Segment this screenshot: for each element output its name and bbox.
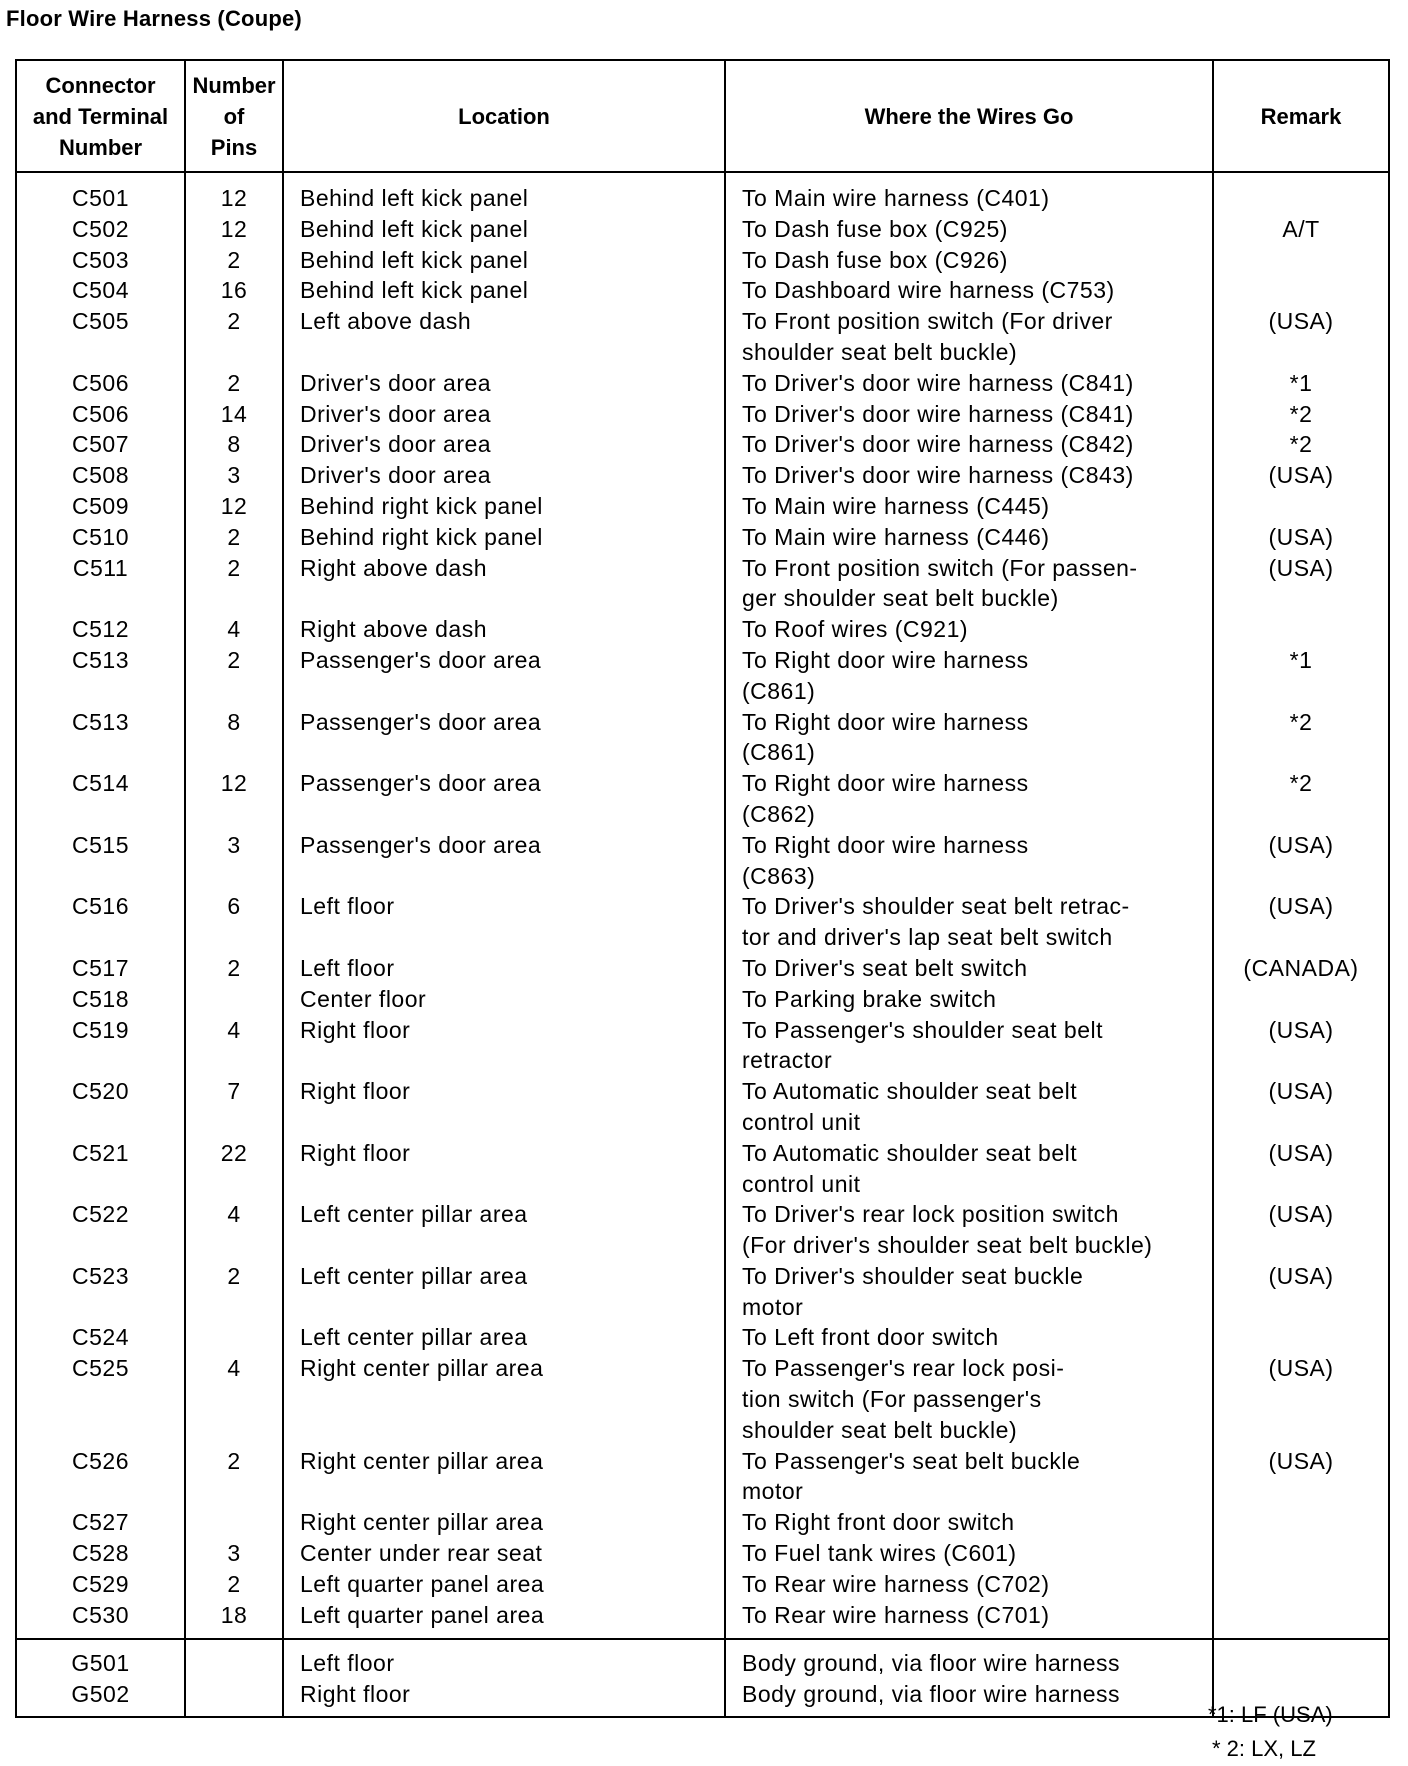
location-cell: Driver's door area — [283, 399, 725, 430]
remark-cell: (USA) — [1213, 1138, 1389, 1200]
pins-cell: 12 — [185, 172, 283, 214]
remark-cell: (USA) — [1213, 1076, 1389, 1138]
where-cell: To Dash fuse box (C926) — [725, 245, 1213, 276]
where-cell: To Driver's door wire harness (C841) — [725, 368, 1213, 399]
connector-cell: C505 — [16, 306, 185, 368]
table-row — [16, 245, 1389, 276]
connector-cell: C519 — [16, 1015, 185, 1077]
pins-cell: 2 — [185, 953, 283, 984]
where-cell: To Dash fuse box (C925) — [725, 214, 1213, 245]
where-cell: To Passenger's shoulder seat belt retractor — [725, 1015, 1213, 1077]
location-cell: Left quarter panel area — [283, 1569, 725, 1600]
connector-cell: C514 — [16, 768, 185, 830]
connector-cell: C525 — [16, 1353, 185, 1445]
remark-cell: *1 — [1213, 368, 1389, 399]
table-row — [16, 306, 1389, 368]
remark-cell: (CANADA) — [1213, 953, 1389, 984]
location-cell: Right floor — [283, 1679, 725, 1717]
table-row — [16, 1507, 1389, 1538]
connector-cell: C508 — [16, 460, 185, 491]
connector-cell: C506 — [16, 399, 185, 430]
location-cell: Left quarter panel area — [283, 1600, 725, 1640]
pins-cell: 12 — [185, 214, 283, 245]
connector-cell: C516 — [16, 891, 185, 953]
connector-cell: C503 — [16, 245, 185, 276]
pins-cell: 8 — [185, 707, 283, 769]
location-cell: Right floor — [283, 1138, 725, 1200]
where-cell: To Driver's seat belt switch — [725, 953, 1213, 984]
header-connector: Connector and Terminal Number — [16, 60, 185, 172]
remark-cell: *2 — [1213, 429, 1389, 460]
pins-cell: 12 — [185, 491, 283, 522]
table-row — [16, 891, 1389, 953]
where-cell: To Main wire harness (C445) — [725, 491, 1213, 522]
pins-cell — [185, 1507, 283, 1538]
table-row — [16, 1138, 1389, 1200]
location-cell: Left floor — [283, 1639, 725, 1679]
connector-cell: C521 — [16, 1138, 185, 1200]
pins-cell: 7 — [185, 1076, 283, 1138]
table-row — [16, 1261, 1389, 1323]
table-row — [16, 1446, 1389, 1508]
location-cell: Driver's door area — [283, 460, 725, 491]
where-cell: To Roof wires (C921) — [725, 614, 1213, 645]
table-row — [16, 1569, 1389, 1600]
table-row — [16, 1353, 1389, 1445]
connector-cell: C529 — [16, 1569, 185, 1600]
where-cell: To Automatic shoulder seat belt control unit — [725, 1076, 1213, 1138]
table-row — [16, 1076, 1389, 1138]
location-cell: Left floor — [283, 953, 725, 984]
pins-cell: 4 — [185, 1015, 283, 1077]
connector-cell: C510 — [16, 522, 185, 553]
table-row — [16, 645, 1389, 707]
where-cell: To Main wire harness (C446) — [725, 522, 1213, 553]
table-row — [16, 1600, 1389, 1640]
remark-cell: (USA) — [1213, 306, 1389, 368]
connector-cell: C501 — [16, 172, 185, 214]
connector-cell: C526 — [16, 1446, 185, 1508]
location-cell: Left center pillar area — [283, 1261, 725, 1323]
location-cell: Right center pillar area — [283, 1507, 725, 1538]
pins-cell: 4 — [185, 614, 283, 645]
table-row — [16, 368, 1389, 399]
remark-cell — [1213, 984, 1389, 1015]
ground-row — [16, 1639, 1389, 1679]
table-row — [16, 172, 1389, 214]
where-cell: Body ground, via floor wire harness — [725, 1639, 1213, 1679]
location-cell: Right floor — [283, 1076, 725, 1138]
remark-cell: (USA) — [1213, 1446, 1389, 1508]
where-cell: To Driver's shoulder seat belt retrac- tor and driver's lap seat belt switch — [725, 891, 1213, 953]
header-location: Location — [283, 60, 725, 172]
where-cell: To Passenger's seat belt buckle motor — [725, 1446, 1213, 1508]
connector-cell: C527 — [16, 1507, 185, 1538]
remark-cell — [1213, 1507, 1389, 1538]
table-row — [16, 429, 1389, 460]
connector-cell: C513 — [16, 645, 185, 707]
table-row — [16, 553, 1389, 615]
location-cell: Passenger's door area — [283, 707, 725, 769]
location-cell: Right center pillar area — [283, 1353, 725, 1445]
connector-cell: C511 — [16, 553, 185, 615]
remark-cell — [1213, 1600, 1389, 1640]
where-cell: To Driver's shoulder seat buckle motor — [725, 1261, 1213, 1323]
location-cell: Behind right kick panel — [283, 491, 725, 522]
connector-cell: C512 — [16, 614, 185, 645]
where-cell: To Right door wire harness (C863) — [725, 830, 1213, 892]
connector-rows — [16, 172, 1389, 1639]
connector-cell: C506 — [16, 368, 185, 399]
page-title: Floor Wire Harness (Coupe) — [6, 6, 302, 31]
table-row — [16, 953, 1389, 984]
pins-cell: 3 — [185, 830, 283, 892]
where-cell: To Driver's rear lock position switch (For driver's shoulder seat belt buckle) — [725, 1199, 1213, 1261]
location-cell: Center floor — [283, 984, 725, 1015]
remark-cell — [1213, 614, 1389, 645]
location-cell: Behind left kick panel — [283, 245, 725, 276]
connector-cell: C509 — [16, 491, 185, 522]
remark-cell: (USA) — [1213, 553, 1389, 615]
table-row — [16, 275, 1389, 306]
remark-cell: *2 — [1213, 399, 1389, 430]
remark-cell: (USA) — [1213, 1353, 1389, 1445]
location-cell: Right center pillar area — [283, 1446, 725, 1508]
where-cell: To Right door wire harness (C861) — [725, 707, 1213, 769]
pins-cell: 12 — [185, 768, 283, 830]
connector-cell: C528 — [16, 1538, 185, 1569]
connector-cell: C515 — [16, 830, 185, 892]
table-row — [16, 1199, 1389, 1261]
where-cell: To Driver's door wire harness (C842) — [725, 429, 1213, 460]
connector-cell: C524 — [16, 1322, 185, 1353]
pins-cell: 2 — [185, 553, 283, 615]
connector-cell: C520 — [16, 1076, 185, 1138]
where-cell: To Front position switch (For driver shoulder seat belt buckle) — [725, 306, 1213, 368]
table-row — [16, 830, 1389, 892]
location-cell: Passenger's door area — [283, 830, 725, 892]
connector-cell: C523 — [16, 1261, 185, 1323]
location-cell: Behind right kick panel — [283, 522, 725, 553]
connector-cell: C507 — [16, 429, 185, 460]
remark-cell: *2 — [1213, 707, 1389, 769]
pins-cell: 2 — [185, 645, 283, 707]
table-row — [16, 768, 1389, 830]
connector-cell: C530 — [16, 1600, 185, 1640]
pins-cell: 14 — [185, 399, 283, 430]
pins-cell: 2 — [185, 1261, 283, 1323]
table-row — [16, 214, 1389, 245]
location-cell: Passenger's door area — [283, 768, 725, 830]
header-where: Where the Wires Go — [725, 60, 1213, 172]
harness-table — [15, 59, 1390, 1718]
location-cell: Driver's door area — [283, 368, 725, 399]
location-cell: Left floor — [283, 891, 725, 953]
pins-cell: 2 — [185, 368, 283, 399]
location-cell: Right above dash — [283, 614, 725, 645]
remark-cell — [1213, 245, 1389, 276]
where-cell: To Rear wire harness (C702) — [725, 1569, 1213, 1600]
where-cell: To Left front door switch — [725, 1322, 1213, 1353]
pins-cell: 22 — [185, 1138, 283, 1200]
remark-cell: (USA) — [1213, 830, 1389, 892]
where-cell: To Right door wire harness (C862) — [725, 768, 1213, 830]
where-cell: To Main wire harness (C401) — [725, 172, 1213, 214]
table-row — [16, 522, 1389, 553]
ground-row — [16, 1679, 1389, 1717]
remark-cell — [1213, 1569, 1389, 1600]
header-row — [16, 60, 1389, 172]
footnote-2: * 2: LX, LZ — [1212, 1736, 1316, 1761]
pins-cell: 2 — [185, 245, 283, 276]
remark-cell: (USA) — [1213, 1199, 1389, 1261]
remark-cell — [1213, 275, 1389, 306]
pins-cell — [185, 1679, 283, 1717]
connector-cell: G502 — [16, 1679, 185, 1717]
connector-cell: C513 — [16, 707, 185, 769]
where-cell: To Dashboard wire harness (C753) — [725, 275, 1213, 306]
header-remark: Remark — [1213, 60, 1389, 172]
ground-rows — [16, 1639, 1389, 1717]
remark-cell — [1213, 1538, 1389, 1569]
pins-cell: 2 — [185, 1446, 283, 1508]
where-cell: To Rear wire harness (C701) — [725, 1600, 1213, 1640]
remark-cell: *1 — [1213, 645, 1389, 707]
location-cell: Center under rear seat — [283, 1538, 725, 1569]
location-cell: Behind left kick panel — [283, 172, 725, 214]
pins-cell: 16 — [185, 275, 283, 306]
where-cell: To Parking brake switch — [725, 984, 1213, 1015]
where-cell: To Passenger's rear lock posi- tion switch (For passenger's shoulder seat belt buckle) — [725, 1353, 1213, 1445]
location-cell: Left center pillar area — [283, 1199, 725, 1261]
pins-cell — [185, 984, 283, 1015]
location-cell: Behind left kick panel — [283, 214, 725, 245]
where-cell: To Right front door switch — [725, 1507, 1213, 1538]
remark-cell — [1213, 491, 1389, 522]
header-pins: Number of Pins — [185, 60, 283, 172]
table-row — [16, 707, 1389, 769]
connector-cell: G501 — [16, 1639, 185, 1679]
pins-cell: 2 — [185, 522, 283, 553]
remark-cell: (USA) — [1213, 1015, 1389, 1077]
table-row — [16, 1015, 1389, 1077]
table-row — [16, 1538, 1389, 1569]
pins-cell: 2 — [185, 306, 283, 368]
remark-cell: (USA) — [1213, 891, 1389, 953]
location-cell: Passenger's door area — [283, 645, 725, 707]
pins-cell: 4 — [185, 1199, 283, 1261]
pins-cell — [185, 1322, 283, 1353]
location-cell: Behind left kick panel — [283, 275, 725, 306]
connector-cell: C504 — [16, 275, 185, 306]
where-cell: To Right door wire harness (C861) — [725, 645, 1213, 707]
remark-cell: A/T — [1213, 214, 1389, 245]
remark-cell: (USA) — [1213, 522, 1389, 553]
remark-cell: (USA) — [1213, 1261, 1389, 1323]
pins-cell: 2 — [185, 1569, 283, 1600]
location-cell: Left above dash — [283, 306, 725, 368]
remark-cell — [1213, 172, 1389, 214]
remark-cell — [1213, 1322, 1389, 1353]
where-cell: To Driver's door wire harness (C841) — [725, 399, 1213, 430]
pins-cell: 4 — [185, 1353, 283, 1445]
pins-cell: 3 — [185, 1538, 283, 1569]
where-cell: To Driver's door wire harness (C843) — [725, 460, 1213, 491]
location-cell: Driver's door area — [283, 429, 725, 460]
where-cell: Body ground, via floor wire harness — [725, 1679, 1213, 1717]
location-cell: Right above dash — [283, 553, 725, 615]
connector-cell: C522 — [16, 1199, 185, 1261]
where-cell: To Fuel tank wires (C601) — [725, 1538, 1213, 1569]
pins-cell — [185, 1639, 283, 1679]
table-row — [16, 460, 1389, 491]
remark-cell: *2 — [1213, 768, 1389, 830]
connector-cell: C518 — [16, 984, 185, 1015]
pins-cell: 18 — [185, 1600, 283, 1640]
table-row — [16, 491, 1389, 522]
pins-cell: 6 — [185, 891, 283, 953]
connector-cell: C502 — [16, 214, 185, 245]
where-cell: To Front position switch (For passen- ger shoulder seat belt buckle) — [725, 553, 1213, 615]
connector-cell: C517 — [16, 953, 185, 984]
table-row — [16, 399, 1389, 430]
remark-cell — [1213, 1639, 1389, 1679]
where-cell: To Automatic shoulder seat belt control unit — [725, 1138, 1213, 1200]
footnote-1: *1: LF (USA) — [1208, 1702, 1333, 1727]
remark-cell: (USA) — [1213, 460, 1389, 491]
table-row — [16, 1322, 1389, 1353]
location-cell: Right floor — [283, 1015, 725, 1077]
location-cell: Left center pillar area — [283, 1322, 725, 1353]
pins-cell: 8 — [185, 429, 283, 460]
table-row — [16, 984, 1389, 1015]
table-row — [16, 614, 1389, 645]
pins-cell: 3 — [185, 460, 283, 491]
